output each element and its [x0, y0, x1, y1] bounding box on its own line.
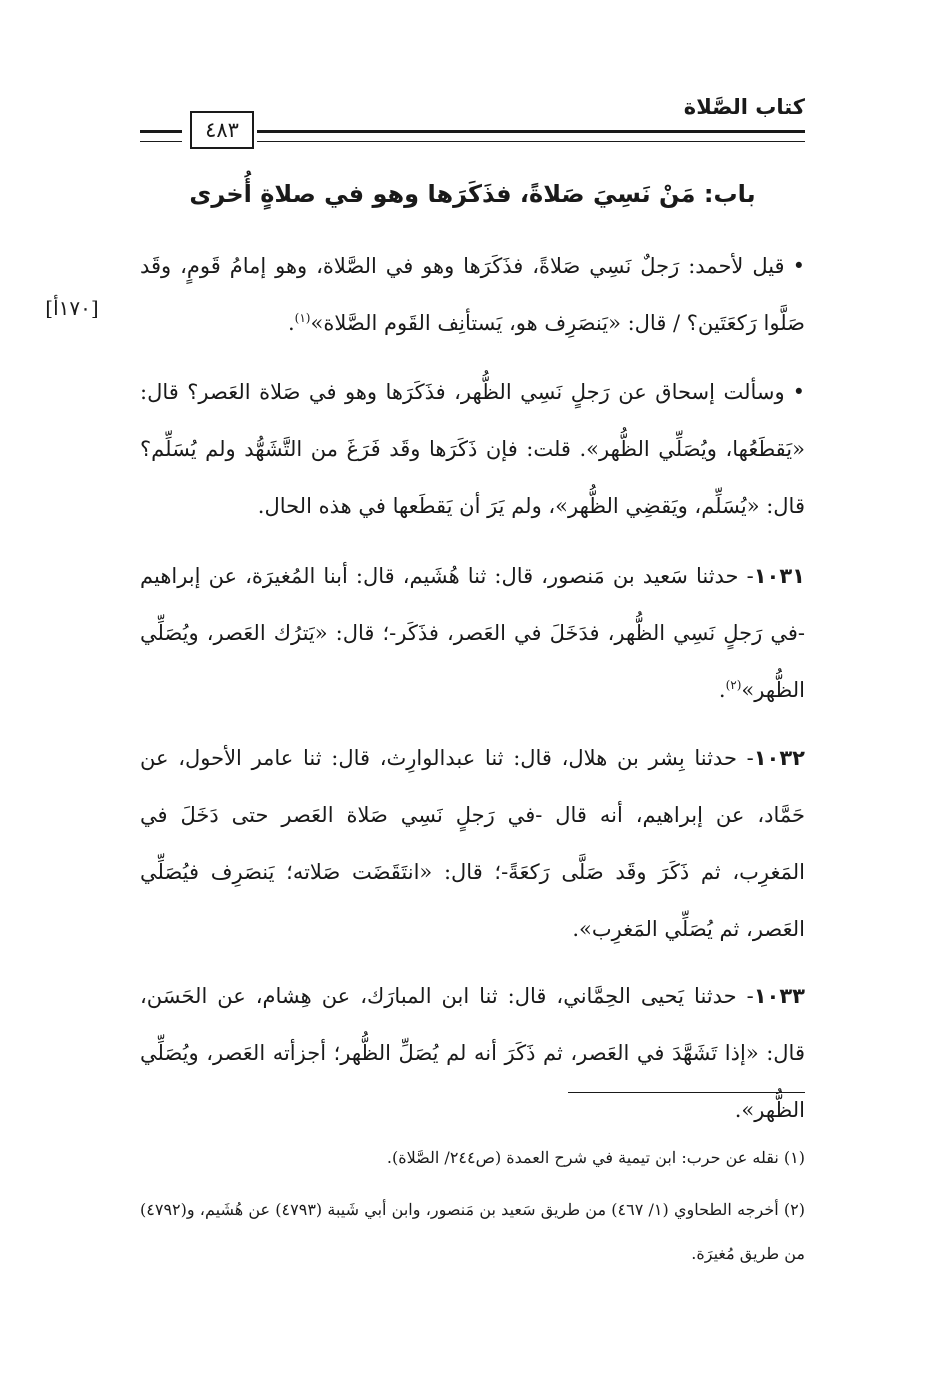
header-rule-right [257, 130, 805, 142]
hadith-number: ١٠٣٣ [753, 984, 805, 1008]
paragraph-text: - حدثنا يَحيى الحِمَّاني، قال: ثنا ابن المبارَك، عن هِشام، عن الحَسَن، قال: «إذا تَشَهَّدَ في العَصر، ثم ذَكَرَ أنه لم يُصَلِّ الظُّهر؛ أجزأته العَصر، ويُصَلِّي الظُّهر». [140, 984, 805, 1122]
paragraph-1 [140, 238, 805, 352]
hadith-1031 [140, 548, 805, 719]
paragraph-tail: . [718, 678, 726, 702]
bullet-marker: • [792, 254, 805, 278]
paragraph-tail: . [287, 311, 295, 335]
paragraph-2 [140, 364, 805, 535]
chapter-title: كتاب الصَّلاة [683, 95, 805, 119]
paragraph-text: وسألت إسحاق عن رَجلٍ نَسِي الظُّهر، فذَكَرَها وهو في صَلاة العَصر؟ قال: «يَقطَعُها، ويُصَلِّي الظُّهر». قلت: فإن ذَكَرَها وقَد فَرَغَ من التَّشَهُّد ولم يُسَلِّم؟ قال: «يُسَلِّم، ويَقضِي الظُّهر»، ولم يَرَ أن يَقطَعها في هذه الحال. [140, 380, 805, 518]
hadith-1033 [140, 968, 805, 1139]
margin-folio-note: [١٧٠أ] [45, 296, 99, 320]
page-number: ٤٨٣ [190, 111, 254, 149]
footnote-reference[interactable]: (٢) [725, 678, 742, 692]
bullet-marker: • [792, 380, 805, 404]
paragraph-text: - حدثنا بِشر بن هلال، قال: ثنا عبدالوارِث، قال: ثنا عامر الأحول، عن حَمَّاد، عن إبراهيم، أنه قال -في رَجلٍ نَسِي صَلاة العَصر حتى دَخَلَ في المَغرِب، ثم ذَكَرَ وقَد صَلَّى رَكعَةً-؛ قال: «انتَقَضَت صَلاته؛ يَنصَرِف فيُصَلِّي العَصر، ثم يُصَلِّي المَغرِب». [140, 746, 805, 941]
footnote-separator [568, 1092, 805, 1093]
header-rule-left [140, 130, 182, 142]
footnote-1: (١) نقله عن حرب: ابن تيمية في شرح العمدة (ص٢٤٤/ الصَّلاة). [386, 1148, 805, 1167]
hadith-number: ١٠٣١ [753, 564, 805, 588]
page-header [140, 95, 805, 153]
hadith-1032 [140, 730, 805, 958]
footnote-2: (٢) أخرجه الطحاوي (١/ ٤٦٧) من طريق سَعيد بن مَنصور، وابن أبي شَيبة (٤٧٩٣) عن هُشَيم، و(٤٧٩٢) من طريق مُغيرَة. [140, 1200, 805, 1263]
paragraph-text: قيل لأحمد: رَجلٌ نَسِي صَلاةً، فذَكَرَها وهو في الصَّلاة، وهو إمامُ قَومٍ، وقَد صَلَّوا رَكعَتَين؟ / قال: «يَنصَرِف هو، يَستأنِف القَوم الصَّلاة» [140, 254, 805, 335]
section-heading: باب: مَنْ نَسِيَ صَلاةً، فذَكَرَها وهو في صلاةٍ أُخرى [189, 180, 756, 208]
hadith-number: ١٠٣٢ [753, 746, 805, 770]
paragraph-text: - حدثنا سَعيد بن مَنصور، قال: ثنا هُشَيم، قال: أبنا المُغيرَة، عن إبراهيم -في رَجلٍ نَسِي الظُّهر، فدَخَلَ في العَصر، فذَكَر-؛ قال: «يَترُك العَصر، ويُصَلِّي الظُّهر» [140, 564, 805, 702]
footnote-reference[interactable]: (١) [294, 311, 311, 325]
